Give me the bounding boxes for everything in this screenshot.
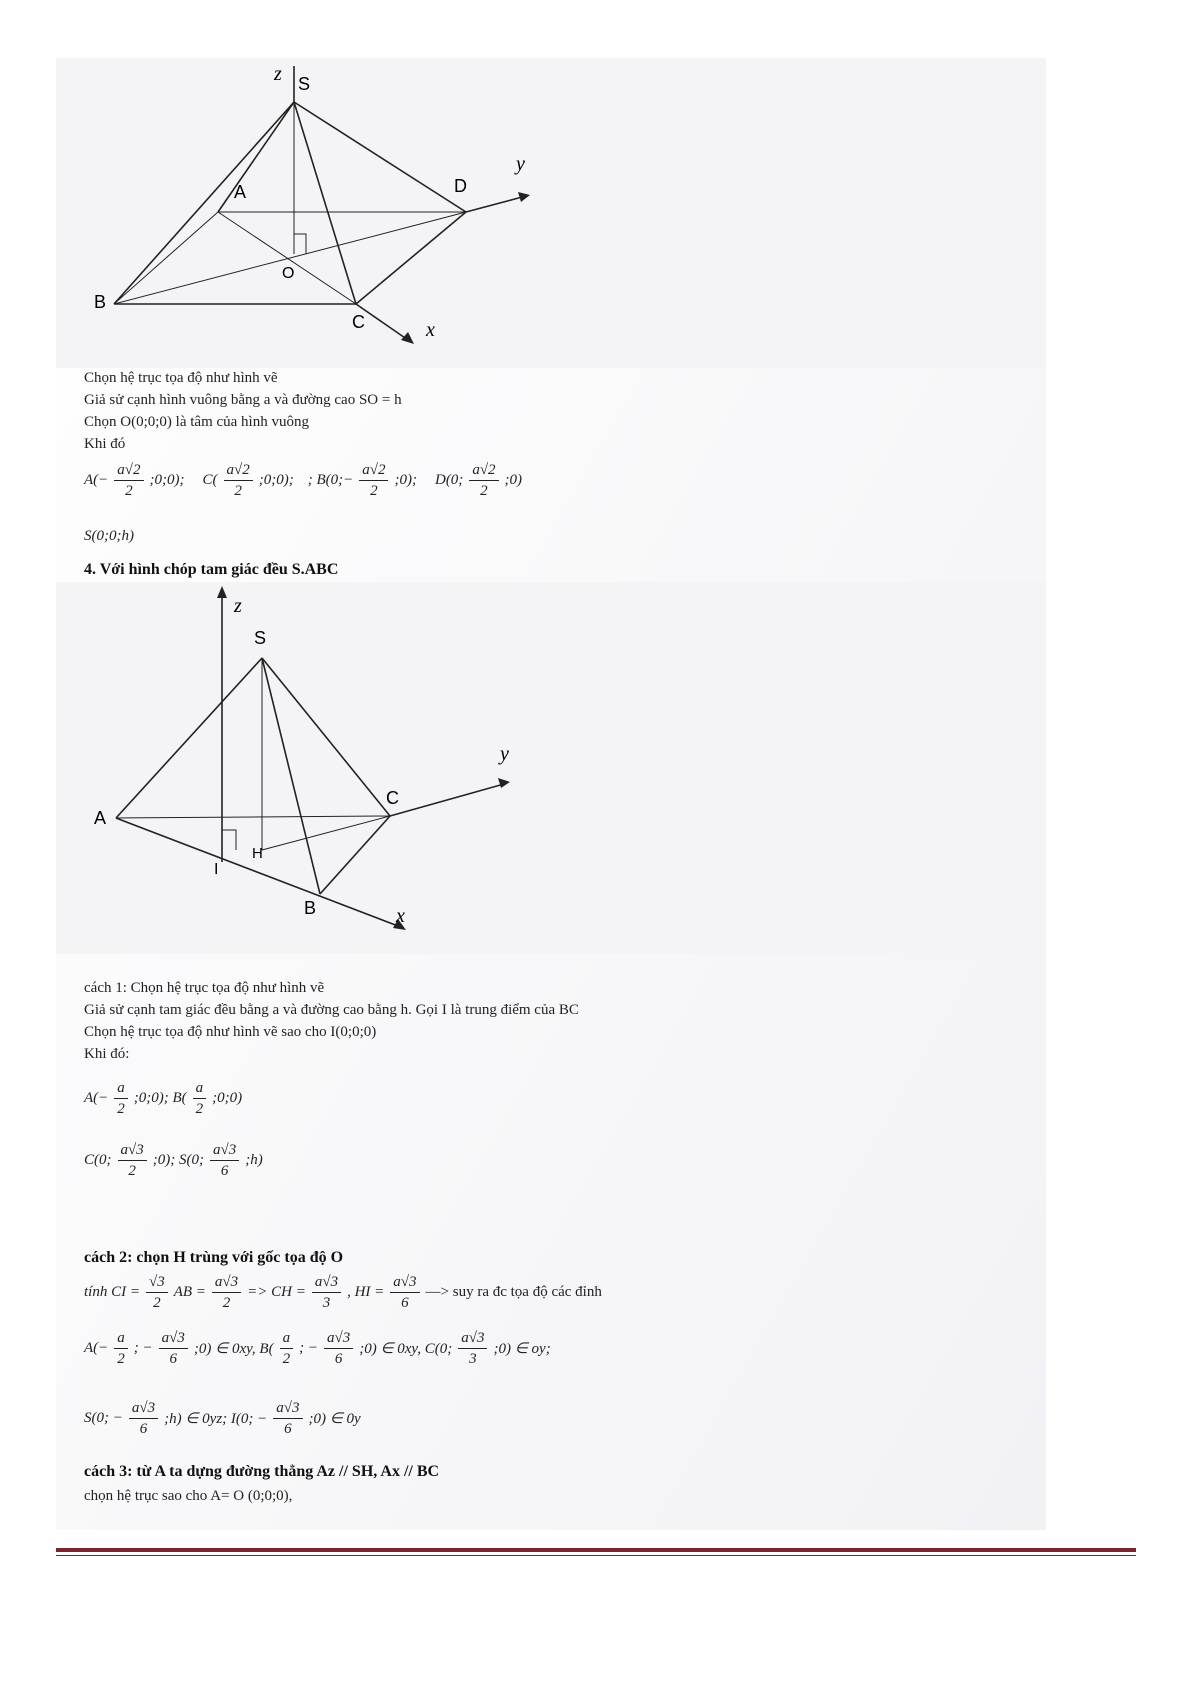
coord-b-frac: $\frac{a√2}{2}$ xyxy=(359,460,388,501)
f2-frac-a: $\frac{a√3}{2}$ xyxy=(118,1140,147,1181)
c2-r1-b: ; − xyxy=(133,1340,153,1356)
fig1-label-s: S xyxy=(298,74,311,94)
c3-line: chọn hệ trục sao cho A= O (0;0;0), xyxy=(84,1488,293,1504)
coord-c-pre: C( xyxy=(202,472,218,488)
c1-line-2: Giả sử cạnh tam giác đều bằng a và đường cao bằng h. Gọi I là trung điểm của BC xyxy=(84,1002,579,1018)
fig1-label-d: D xyxy=(454,176,467,196)
f2-text-c: ;h) xyxy=(245,1152,263,1168)
coord-a-frac: $\frac{a√2}{2}$ xyxy=(114,460,143,501)
c2-frac-3: $\frac{a√3}{3}$ xyxy=(312,1272,341,1313)
c2-t2: AB = xyxy=(173,1284,206,1300)
c2-heading: cách 2: chọn H trùng với gốc tọa độ O xyxy=(84,1249,344,1266)
c2-frac-1: $\frac{√3}{2}$ xyxy=(146,1272,168,1313)
c2-t3: => CH = xyxy=(247,1284,306,1300)
coord-c-frac: $\frac{a√2}{2}$ xyxy=(224,460,253,501)
coord-d-pre: D(0; xyxy=(434,472,464,488)
c2-r1-f: ;0) ∈ oy; xyxy=(493,1341,551,1357)
fig1-label-y: y xyxy=(516,153,525,175)
c2-r1-a: A(− xyxy=(84,1340,109,1356)
c2-r1-frac-a: $\frac{a}{2}$ xyxy=(114,1328,128,1369)
fig2-label-i: I xyxy=(214,861,219,878)
s3-line-4: Khi đó xyxy=(84,436,126,452)
c2-r1-frac-d: $\frac{a√3}{6}$ xyxy=(324,1328,353,1369)
c2-r1-c: ;0) ∈ 0xy, B( xyxy=(193,1341,274,1357)
coord-d-frac: $\frac{a√2}{2}$ xyxy=(469,460,498,501)
f1-text-a: A(− xyxy=(84,1090,109,1106)
c2-frac-4: $\frac{a√3}{6}$ xyxy=(390,1272,419,1313)
coord-a-post: ;0;0); xyxy=(149,472,185,488)
c2-row-2 xyxy=(84,1398,361,1439)
fig2-label-x: x xyxy=(396,905,405,927)
coord-b-post: ;0); xyxy=(394,472,417,488)
c2-r1-d: ; − xyxy=(299,1340,318,1356)
c2-r1-frac-b: $\frac{a√3}{6}$ xyxy=(159,1328,188,1369)
footer-rule-thin xyxy=(56,1555,1136,1556)
c2-r2-b: ;h) ∈ 0yz; I(0; − xyxy=(164,1411,268,1427)
s3-coordinates xyxy=(84,460,522,501)
c2-t1: tính CI = xyxy=(84,1284,140,1300)
c2-r1-e: ;0) ∈ 0xy, C(0; xyxy=(359,1341,453,1357)
fig1-label-z: z xyxy=(274,63,282,85)
c2-r1-frac-e: $\frac{a√3}{3}$ xyxy=(458,1328,487,1369)
figure-square-pyramid xyxy=(56,58,1046,368)
c2-r2-frac-a: $\frac{a√3}{6}$ xyxy=(129,1398,158,1439)
fig2-label-a: A xyxy=(94,808,107,828)
coord-a-pre: A(− xyxy=(84,472,109,488)
s3-line-1: Chọn hệ trục tọa độ như hình vẽ xyxy=(84,370,278,386)
fig2-label-z: z xyxy=(234,595,242,617)
s3-coord-s: S(0;0;h) xyxy=(84,528,134,544)
c2-t4: , HI = xyxy=(347,1284,385,1300)
c2-r2-frac-b: $\frac{a√3}{6}$ xyxy=(273,1398,302,1439)
c2-row-1 xyxy=(84,1328,551,1369)
c2-r2-c: ;0) ∈ 0y xyxy=(308,1411,361,1427)
figure-triangular-pyramid xyxy=(56,582,1046,954)
fig1-label-x: x xyxy=(426,319,435,341)
f1-text-b: ;0;0); B( xyxy=(133,1090,187,1106)
s4-heading: 4. Với hình chóp tam giác đều S.ABC xyxy=(84,561,339,578)
s3-line-2: Giả sử cạnh hình vuông bằng a và đường cao SO = h xyxy=(84,392,402,408)
coord-d-post: ;0) xyxy=(504,472,523,488)
f2-frac-b: $\frac{a√3}{6}$ xyxy=(210,1140,239,1181)
fig2-label-s: S xyxy=(254,628,267,648)
c1-line-3: Chọn hệ trục tọa độ như hình vẽ sao cho I(0;0;0) xyxy=(84,1024,377,1040)
s3-line-3: Chọn O(0;0;0) là tâm của hình vuông xyxy=(84,414,309,430)
c2-r2-a: S(0; − xyxy=(84,1410,123,1426)
c1-formula-1 xyxy=(84,1078,242,1119)
footer-rule xyxy=(56,1548,1136,1552)
coord-b-pre: ; B(0;− xyxy=(307,472,354,488)
fig2-label-b: B xyxy=(304,898,317,918)
fig2-label-c: C xyxy=(386,788,399,808)
c2-frac-2: $\frac{a√3}{2}$ xyxy=(212,1272,241,1313)
f2-text-b: ;0); S(0; xyxy=(152,1152,204,1168)
fig1-label-o: O xyxy=(282,265,295,282)
f1-text-c: ;0;0) xyxy=(212,1090,243,1106)
c1-formula-2 xyxy=(84,1140,263,1181)
f1-frac-b: $\frac{a}{2}$ xyxy=(193,1078,207,1119)
f2-text-a: C(0; xyxy=(84,1152,112,1168)
fig1-label-b: B xyxy=(94,292,107,312)
fig1-label-a: A xyxy=(234,182,247,202)
fig2-label-y: y xyxy=(500,743,509,765)
fig2-label-h: H xyxy=(252,845,263,862)
c2-calc xyxy=(84,1272,602,1313)
c2-t5: —> suy ra đc tọa độ các đỉnh xyxy=(425,1284,602,1300)
c1-line-4: Khi đó: xyxy=(84,1046,130,1062)
coord-c-post: ;0;0); xyxy=(258,472,294,488)
c1-line-1: cách 1: Chọn hệ trục tọa độ như hình vẽ xyxy=(84,980,325,996)
f1-frac-a: $\frac{a}{2}$ xyxy=(114,1078,128,1119)
c3-heading: cách 3: từ A ta dựng đường thẳng Az // SH, Ax // BC xyxy=(84,1463,440,1480)
fig1-label-c: C xyxy=(352,312,365,332)
c2-r1-frac-c: $\frac{a}{2}$ xyxy=(280,1328,294,1369)
